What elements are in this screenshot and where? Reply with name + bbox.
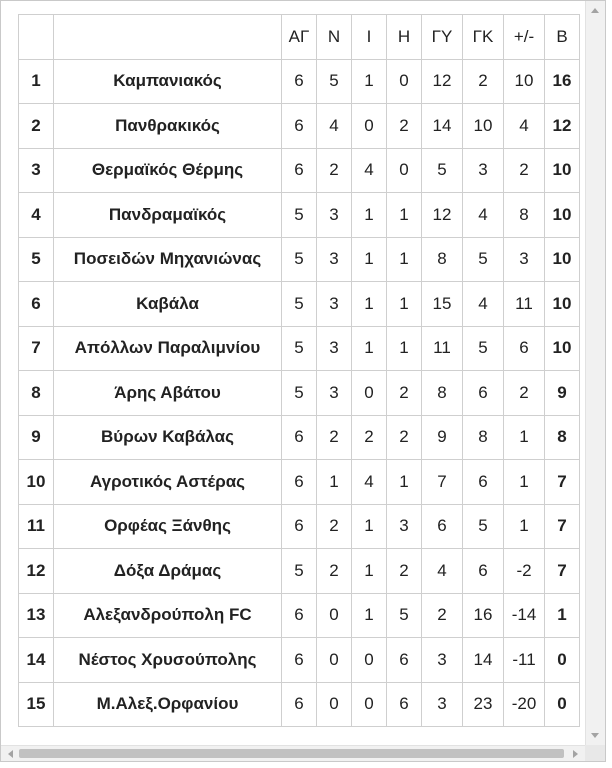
cell-h: 2 [387, 104, 422, 149]
cell-b: 10 [545, 282, 580, 327]
cell-i: 0 [352, 104, 387, 149]
cell-b: 7 [545, 504, 580, 549]
cell-n: 3 [317, 193, 352, 238]
cell-ag: 6 [282, 59, 317, 104]
cell-diff: 11 [504, 282, 545, 327]
scroll-viewport[interactable] [1, 1, 585, 745]
cell-h: 2 [387, 549, 422, 594]
standings-table [18, 14, 580, 727]
header-b: Β [545, 15, 580, 60]
cell-ag: 5 [282, 237, 317, 282]
cell-team: Αγροτικός Αστέρας [54, 460, 282, 505]
cell-pos: 13 [19, 593, 54, 638]
cell-n: 2 [317, 148, 352, 193]
cell-team: Δόξα Δράμας [54, 549, 282, 594]
cell-diff: 1 [504, 460, 545, 505]
cell-i: 4 [352, 460, 387, 505]
cell-i: 2 [352, 415, 387, 460]
vertical-scrollbar[interactable] [585, 1, 605, 745]
cell-gy: 12 [422, 59, 463, 104]
cell-h: 1 [387, 193, 422, 238]
cell-h: 5 [387, 593, 422, 638]
cell-team: Πανδραμαϊκός [54, 193, 282, 238]
cell-team: Μ.Αλεξ.Ορφανίου [54, 682, 282, 727]
cell-ag: 6 [282, 682, 317, 727]
cell-diff: 4 [504, 104, 545, 149]
header-ag: ΑΓ [282, 15, 317, 60]
cell-b: 9 [545, 371, 580, 416]
cell-diff: 2 [504, 148, 545, 193]
cell-gk: 2 [463, 59, 504, 104]
cell-i: 1 [352, 282, 387, 327]
cell-ag: 6 [282, 504, 317, 549]
cell-gk: 5 [463, 326, 504, 371]
cell-n: 3 [317, 371, 352, 416]
cell-team: Νέστος Χρυσούπολης [54, 638, 282, 683]
cell-pos: 14 [19, 638, 54, 683]
table-row [19, 326, 580, 371]
cell-gk: 10 [463, 104, 504, 149]
cell-gy: 4 [422, 549, 463, 594]
cell-gk: 16 [463, 593, 504, 638]
cell-ag: 6 [282, 638, 317, 683]
cell-h: 6 [387, 682, 422, 727]
cell-diff: 2 [504, 371, 545, 416]
cell-pos: 1 [19, 59, 54, 104]
cell-pos: 2 [19, 104, 54, 149]
cell-ag: 6 [282, 415, 317, 460]
cell-n: 2 [317, 415, 352, 460]
cell-diff: -14 [504, 593, 545, 638]
cell-gy: 8 [422, 371, 463, 416]
cell-i: 1 [352, 193, 387, 238]
cell-gk: 23 [463, 682, 504, 727]
cell-gk: 5 [463, 237, 504, 282]
table-row [19, 593, 580, 638]
cell-pos: 3 [19, 148, 54, 193]
cell-ag: 5 [282, 371, 317, 416]
cell-gk: 4 [463, 193, 504, 238]
table-row [19, 148, 580, 193]
horizontal-scroll-thumb[interactable] [19, 749, 564, 758]
cell-team: Πανθρακικός [54, 104, 282, 149]
header-gy: ΓΥ [422, 15, 463, 60]
cell-diff: 1 [504, 415, 545, 460]
cell-diff: -11 [504, 638, 545, 683]
cell-team: Ποσειδών Μηχανιώνας [54, 237, 282, 282]
table-row [19, 460, 580, 505]
cell-b: 7 [545, 549, 580, 594]
cell-gy: 2 [422, 593, 463, 638]
cell-h: 2 [387, 415, 422, 460]
arrow-left-icon[interactable] [8, 750, 13, 758]
cell-n: 3 [317, 237, 352, 282]
header-pos [19, 15, 54, 60]
cell-ag: 5 [282, 549, 317, 594]
cell-i: 1 [352, 549, 387, 594]
cell-team: Ορφέας Ξάνθης [54, 504, 282, 549]
cell-i: 0 [352, 638, 387, 683]
header-team [54, 15, 282, 60]
header-n: Ν [317, 15, 352, 60]
cell-diff: 8 [504, 193, 545, 238]
cell-ag: 6 [282, 593, 317, 638]
cell-gk: 6 [463, 371, 504, 416]
cell-i: 1 [352, 593, 387, 638]
cell-b: 10 [545, 326, 580, 371]
cell-pos: 9 [19, 415, 54, 460]
table-row [19, 371, 580, 416]
cell-ag: 5 [282, 326, 317, 371]
arrow-up-icon[interactable] [591, 8, 599, 13]
cell-ag: 6 [282, 104, 317, 149]
cell-b: 10 [545, 237, 580, 282]
table-row [19, 638, 580, 683]
cell-team: Θερμαϊκός Θέρμης [54, 148, 282, 193]
cell-n: 3 [317, 282, 352, 327]
cell-diff: -2 [504, 549, 545, 594]
table-row [19, 237, 580, 282]
cell-ag: 5 [282, 282, 317, 327]
cell-n: 4 [317, 104, 352, 149]
cell-diff: 3 [504, 237, 545, 282]
cell-n: 2 [317, 549, 352, 594]
cell-h: 3 [387, 504, 422, 549]
header-row [19, 15, 580, 60]
cell-diff: 10 [504, 59, 545, 104]
table-row [19, 549, 580, 594]
cell-gy: 3 [422, 682, 463, 727]
cell-gy: 11 [422, 326, 463, 371]
cell-team: Καβάλα [54, 282, 282, 327]
header-diff: +/- [504, 15, 545, 60]
cell-h: 0 [387, 148, 422, 193]
cell-i: 4 [352, 148, 387, 193]
cell-gk: 5 [463, 504, 504, 549]
table-row [19, 282, 580, 327]
cell-team: Βύρων Καβάλας [54, 415, 282, 460]
cell-pos: 12 [19, 549, 54, 594]
cell-h: 2 [387, 371, 422, 416]
arrow-right-icon[interactable] [573, 750, 578, 758]
cell-h: 1 [387, 237, 422, 282]
cell-pos: 7 [19, 326, 54, 371]
cell-h: 0 [387, 59, 422, 104]
cell-n: 2 [317, 504, 352, 549]
cell-gk: 6 [463, 549, 504, 594]
cell-h: 6 [387, 638, 422, 683]
cell-gy: 6 [422, 504, 463, 549]
scrollbar-corner [585, 745, 605, 761]
cell-pos: 4 [19, 193, 54, 238]
header-i: Ι [352, 15, 387, 60]
table-row [19, 104, 580, 149]
cell-b: 10 [545, 193, 580, 238]
cell-h: 1 [387, 282, 422, 327]
cell-team: Άρης Αβάτου [54, 371, 282, 416]
cell-pos: 11 [19, 504, 54, 549]
cell-gy: 15 [422, 282, 463, 327]
cell-ag: 6 [282, 460, 317, 505]
table-row [19, 682, 580, 727]
cell-ag: 5 [282, 193, 317, 238]
cell-pos: 15 [19, 682, 54, 727]
cell-n: 3 [317, 326, 352, 371]
cell-b: 0 [545, 682, 580, 727]
horizontal-scrollbar[interactable] [1, 745, 585, 761]
table-row [19, 193, 580, 238]
cell-gy: 14 [422, 104, 463, 149]
cell-pos: 5 [19, 237, 54, 282]
cell-b: 10 [545, 148, 580, 193]
cell-i: 1 [352, 326, 387, 371]
cell-gk: 6 [463, 460, 504, 505]
cell-pos: 8 [19, 371, 54, 416]
cell-n: 1 [317, 460, 352, 505]
cell-n: 0 [317, 638, 352, 683]
cell-b: 1 [545, 593, 580, 638]
cell-team: Αλεξανδρούπολη FC [54, 593, 282, 638]
cell-pos: 6 [19, 282, 54, 327]
cell-gk: 8 [463, 415, 504, 460]
cell-team: Απόλλων Παραλιμνίου [54, 326, 282, 371]
header-h: Η [387, 15, 422, 60]
cell-gy: 5 [422, 148, 463, 193]
cell-b: 12 [545, 104, 580, 149]
cell-gk: 4 [463, 282, 504, 327]
table-row [19, 504, 580, 549]
cell-gy: 7 [422, 460, 463, 505]
cell-i: 1 [352, 504, 387, 549]
cell-gy: 12 [422, 193, 463, 238]
cell-gy: 3 [422, 638, 463, 683]
cell-diff: 6 [504, 326, 545, 371]
cell-ag: 6 [282, 148, 317, 193]
cell-i: 1 [352, 59, 387, 104]
cell-b: 16 [545, 59, 580, 104]
cell-n: 5 [317, 59, 352, 104]
cell-n: 0 [317, 682, 352, 727]
cell-b: 0 [545, 638, 580, 683]
cell-team: Καμπανιακός [54, 59, 282, 104]
cell-b: 8 [545, 415, 580, 460]
cell-n: 0 [317, 593, 352, 638]
cell-b: 7 [545, 460, 580, 505]
cell-i: 0 [352, 682, 387, 727]
cell-h: 1 [387, 326, 422, 371]
cell-i: 1 [352, 237, 387, 282]
table-row [19, 59, 580, 104]
cell-gy: 9 [422, 415, 463, 460]
cell-diff: 1 [504, 504, 545, 549]
cell-diff: -20 [504, 682, 545, 727]
cell-h: 1 [387, 460, 422, 505]
cell-gk: 14 [463, 638, 504, 683]
arrow-down-icon[interactable] [591, 733, 599, 738]
cell-pos: 10 [19, 460, 54, 505]
cell-i: 0 [352, 371, 387, 416]
table-row [19, 415, 580, 460]
cell-gk: 3 [463, 148, 504, 193]
header-gk: ΓΚ [463, 15, 504, 60]
cell-gy: 8 [422, 237, 463, 282]
